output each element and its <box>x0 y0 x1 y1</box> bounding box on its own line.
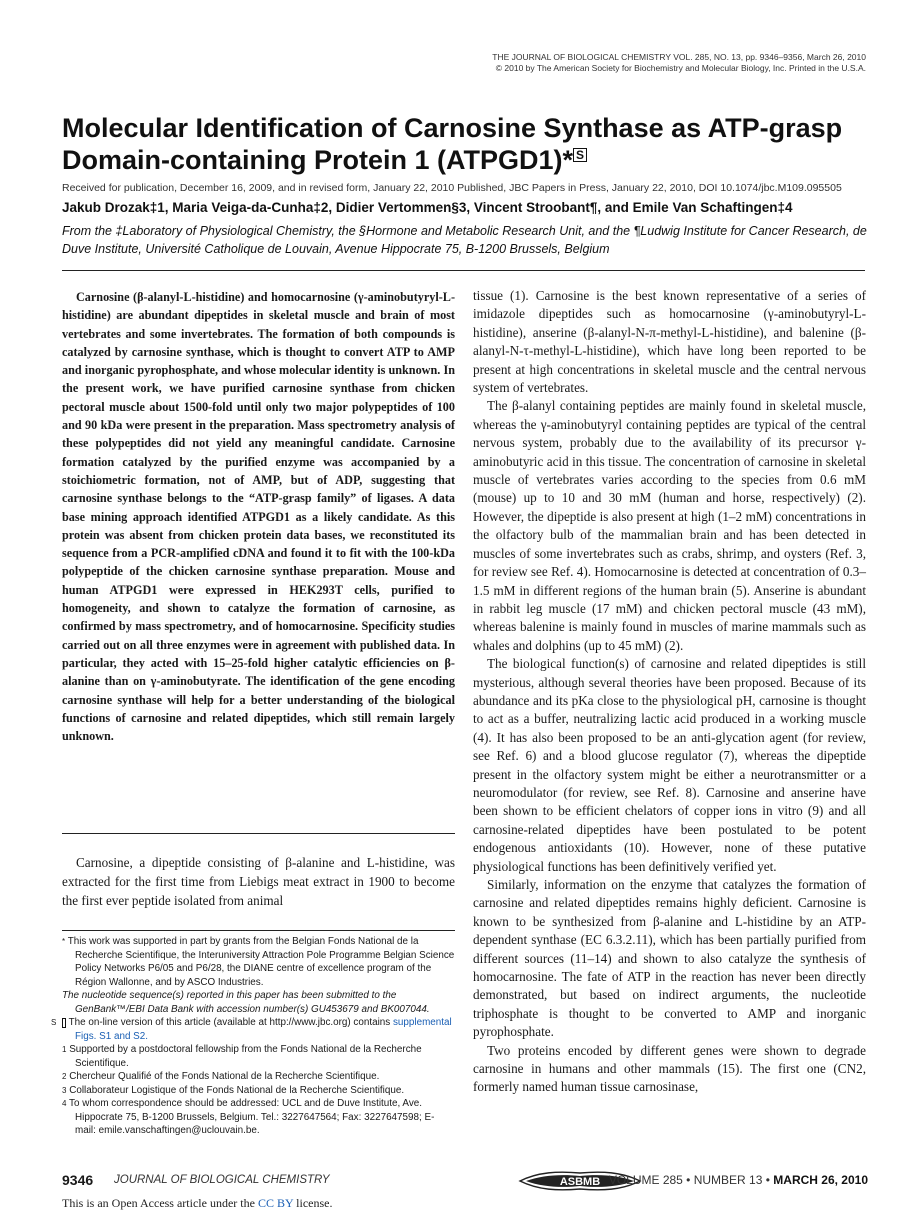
journal-name: JOURNAL OF BIOLOGICAL CHEMISTRY <box>114 1174 330 1186</box>
footnotes <box>51 935 455 1138</box>
footnote-3: 3 Collaborateur Logistique of the Fonds National de la Recherche Scientifique. <box>62 1084 405 1096</box>
intro-paragraph: Carnosine, a dipeptide consisting of β-alanine and L-histidine, was extracted for the first time from Liebigs meat extract in 1900 to become the first ever peptide isolated from animal <box>62 855 455 908</box>
footnote-1: 1 Supported by a postdoctoral fellowship from the Fonds National de la Recherche Scientifique. <box>62 1044 422 1069</box>
header-divider <box>62 270 865 271</box>
abstract-divider <box>62 833 455 834</box>
footnote-2: 2 Chercheur Qualifié of the Fonds National de la Recherche Scientifique. <box>62 1071 380 1082</box>
body-paragraph: tissue (1). Carnosine is the best known representative of a series of imidazole dipeptides such as homocarnosine (γ-aminobutyryl-L-histidine), anserine (β-alanyl-N-π-methyl-L-histidine), and balenine (β-alanyl-N-τ-methyl-L-histidine), which have long been reported to be present at high concentrations in skeletal muscle and the central nervous system of vertebrates. <box>473 288 866 396</box>
body-paragraph: Similarly, information on the enzyme that catalyzes the formation of carnosine and related dipeptides remains highly deficient. Carnosine is known to be synthesized from β-alanine and L-histidine by an ATP-dependent synthase (EC 6.3.2.11), which has been partially purified from different sources (11–14) and shown to also catalyze the synthesis of homocarnosine. The fate of ATP in the reaction has never been directly demonstrated, but based on indirect arguments, the nucleotide triphosphate is thought to be converted to AMP and inorganic pyrophosphate. <box>473 877 866 1040</box>
journal-header-line1: THE JOURNAL OF BIOLOGICAL CHEMISTRY VOL. 285, NO. 13, pp. 9346–9356, March 26, 2010 <box>492 52 866 62</box>
supplemental-icon: S <box>573 148 587 162</box>
page-number: 9346 <box>62 1172 94 1188</box>
body-paragraph: The biological function(s) of carnosine and related dipeptides is still mysterious, although several theories have been proposed. Because of its abundance and its pKa close to the physiological pH, carnosine is thought to act as a buffer, neutralizing lactic acid produced in a working muscle (4). It has also been proposed to be an anti-glycation agent (for review, see Ref. 6) and a blood glucose regulator (7), whereas the dipeptide present in the olfactory system might be either a neurotransmitter or a neuromodulator (for review, see Ref. 8). Carnosine and anserine have been shown to be efficient chelators of copper ions in vitro (9) and all carnosine-related dipeptides have been postulated to be potent endogenous antioxidants (10). However, none of these putative physiological functions has been definitively verified yet. <box>473 656 866 874</box>
cc-by-link[interactable]: CC BY <box>257 1196 294 1210</box>
body-paragraph: The β-alanyl containing peptides are mainly found in skeletal muscle, whereas the γ-aminobutyryl containing peptides are typical of the central nervous system, probably due to the availability of its precursor γ-aminobutyric acid in this tissue. The concentration of carnosine in skeletal muscle of vertebrates varies according to the species from 0.6 mM (mouse) up to 10 and 30 mM (human and horse, respectively) (2). However, the dipeptide is also present at high (1–2 mM) concentrations in the olfactory bulb of the mammalian brain and has been detected in muscles of some invertebrates such as crabs, shrimp, and oysters (Ref. 3, for review see Ref. 4). Homocarnosine is detected at concentration of 0.3–1.5 mM in different regions of the human brain (5). Anserine is abundant in rabbit leg muscle (17 mM) and chicken pectoral muscle (43 mM), whereas balenine is mainly found in muscles of marine mammals such as whales and dolphins (up to 45 mM) (2). <box>473 398 866 653</box>
abstract: Carnosine (β-alanyl-L-histidine) and homocarnosine (γ-aminobutyryl-L-histidine) are abundant dipeptides in skeletal muscle and brain of most vertebrates and some invertebrates. The formation of both compounds is catalyzed by carnosine synthase, which is thought to convert ATP to AMP and inorganic pyrophosphate, and whose molecular identity is unknown. In the present work, we have purified carnosine synthase from chicken pectoral muscle about 1500-fold until only two major polypeptides of 100 and 90 kDa were present in the preparation. Mass spectrometry analysis of these polypeptides did not yield any meaningful candidate. Carnosine formation catalyzed by the purified enzyme was accompanied by a stoichiometric formation, not of AMP, but of ADP, suggesting that carnosine synthase belongs to the “ATP-grasp family” of ligases. A data base mining approach identified ATPGD1 as a likely candidate. As this protein was absent from chicken protein data bases, we reconstituted its sequence from a PCR-amplified cDNA and found it to fit with the 100-kDa polypeptide of the chicken carnosine synthase preparation. Mouse and human ATPGD1 were expressed in HEK293T cells, purified to homogeneity, and shown to catalyze the formation of carnosine, as confirmed by mass spectrometry, and of homocarnosine. Specificity studies carried out on all three enzymes were in agreement with published data. In particular, they acted with 15–25-fold higher catalytic efficiencies on β-alanine than on γ-aminobutyrate. The identification of the gene encoding carnosine synthase will help for a better understanding of the biological functions of carnosine and related dipeptides, which still remain largely unknown. <box>62 290 455 744</box>
footnote-funding: * This work was supported in part by grants from the Belgian Fonds National de la Recherche Scientifique, the Interuniversity Attraction Pole Programme Belgian Science Policy Networks P6/05 and P6/28, the DIANE centre of excellence program of the Région Wallonne, and by ASCO Industries. <box>62 936 455 988</box>
footnote-supplemental: S The on-line version of this article (available at http://www.jbc.org) contains supplemental Figs. S1 and S2. <box>51 1017 452 1042</box>
footnote-divider <box>62 930 455 931</box>
journal-header <box>492 52 866 74</box>
right-column <box>473 287 866 1097</box>
svg-text:ASBMB: ASBMB <box>559 1176 601 1188</box>
journal-header-line2: © 2010 by The American Society for Biochemistry and Molecular Biology, Inc. Printed in the U.S.A. <box>495 63 866 73</box>
page-footer <box>62 1172 868 1192</box>
author-list: Jakub Drozak‡1, Maria Veiga-da-Cunha‡2, Didier Vertommen§3, Vincent Stroobant¶, and Emile Van Schaftingen‡4 <box>62 200 793 215</box>
body-paragraph: Two proteins encoded by different genes were shown to degrade carnosine in humans and other mammals (15). The first one (CN2, formerly named human tissue carnosinase, <box>473 1042 866 1095</box>
article-title-text: Molecular Identification of Carnosine Synthase as ATP-grasp Domain-containing Protein 1 (ATPGD1)* <box>62 113 843 175</box>
volume-info: VOLUME 285 • NUMBER 13 • MARCH 26, 2010 <box>608 1173 868 1187</box>
open-access-notice: This is an Open Access article under the CC BY license. <box>62 1196 333 1210</box>
footnote-sequence: The nucleotide sequence(s) reported in this paper has been submitted to the GenBank™/EBI Data Bank with accession number(s) GU453679 and BK007044. <box>62 990 430 1015</box>
affiliations: From the ‡Laboratory of Physiological Chemistry, the §Hormone and Metabolic Research Unit, and the ¶Ludwig Institute for Cancer Research, de Duve Institute, Université Catholique de Louvain, Avenue Hippocrate 75, B-1200 Brussels, Belgium <box>62 224 867 256</box>
footnote-4: 4 To whom correspondence should be addressed: UCL and de Duve Institute, Ave. Hippocrate 75, B-1200 Brussels, Belgium. Tel.: 3227647564; Fax: 3227647598; E-mail: emile.vanschaftingen@uclouvain.be. <box>62 1098 435 1136</box>
article-title <box>62 112 872 176</box>
supplemental-icon: S <box>62 1018 66 1028</box>
supplemental-link[interactable]: supplemental Figs. S1 and S2. <box>75 1017 452 1042</box>
publication-history: Received for publication, December 16, 2009, and in revised form, January 22, 2010 Published, JBC Papers in Press, January 22, 2010, DOI 10.1074/jbc.M109.095505 <box>62 182 842 194</box>
